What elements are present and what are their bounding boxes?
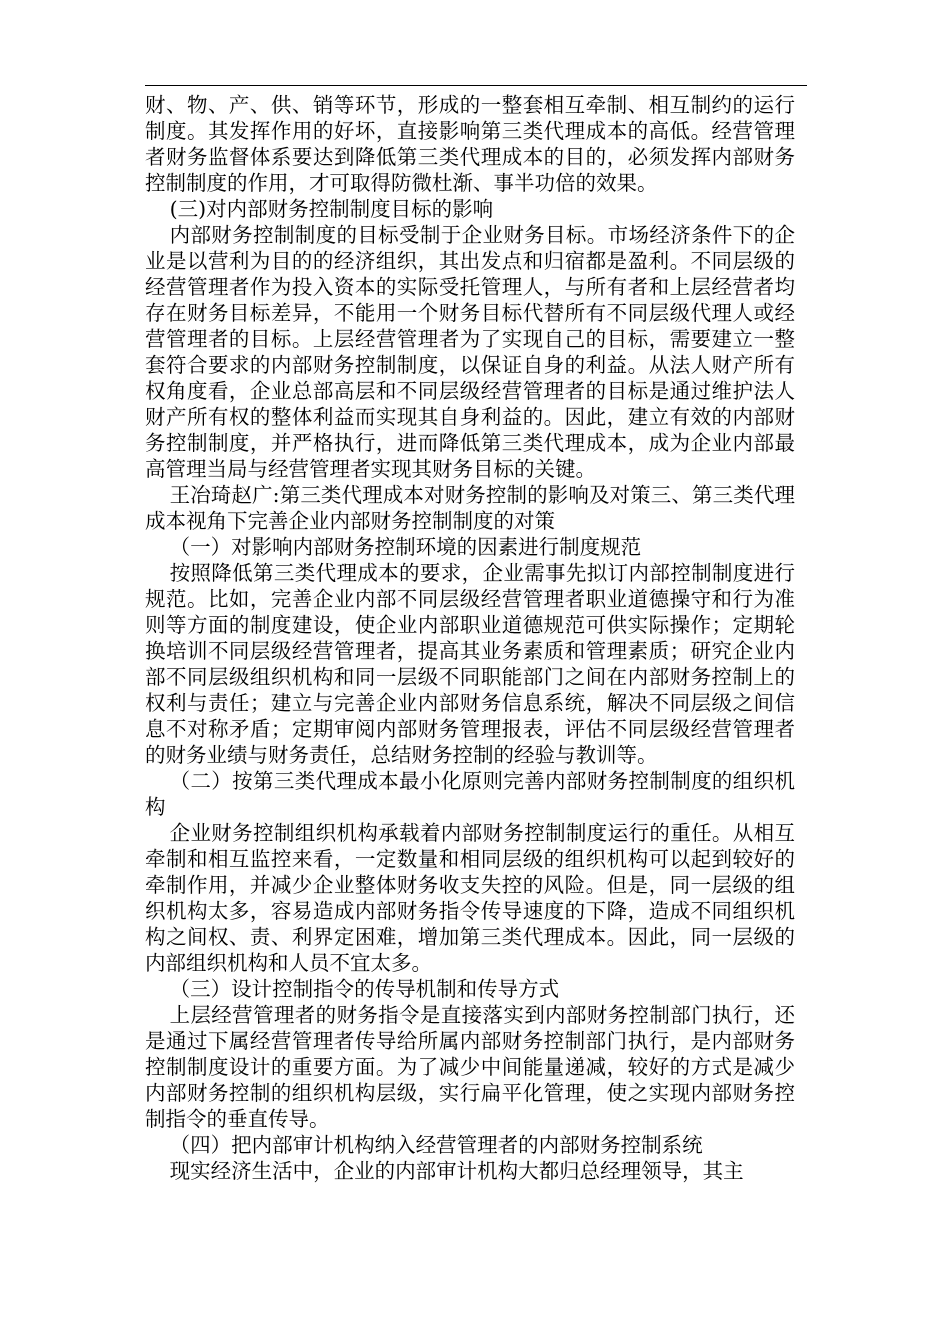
paragraph-body: 上层经营管理者的财务指令是直接落实到内部财务控制部门执行，还是通过下属经营管理者传导给所属内部财务控制部门执行，是内部财务控制制度设计的重要方面。为了减少中间能量递减，较好的方式是减少内部财务控制的组织机构层级，实行扁平化管理，使之实现内部财务控制指令的垂直传导。	[145, 1003, 795, 1131]
document-body	[145, 92, 795, 1184]
subsection-heading-4: （四）把内部审计机构纳入经营管理者的内部财务控制系统	[169, 1133, 703, 1157]
paragraph-body: 内部财务控制制度的目标受制于企业财务目标。市场经济条件下的企业是以营利为目的的经济组织，其出发点和归宿都是盈利。不同层级的经营管理者作为投入资本的实际受托管理人，与所有者和上层经营者均存在财务目标差异，不能用一个财务目标代替所有不同层级代理人或经营管理者的目标。上层经营管理者为了实现自己的目标，需要建立一整套符合要求的内部财务控制制度，以保证自身的利益。从法人财产所有权角度看，企业总部高层和不同层级经营管理者的目标是通过维护法人财产所有权的整体利益而实现其自身利益的。因此，建立有效的内部财务控制制度，并严格执行，进而降低第三类代理成本，成为企业内部最高管理当局与经营管理者实现其财务目标的关键。	[145, 223, 795, 481]
paragraph-continuation: 财、物、产、供、销等环节，形成的一整套相互牵制、相互制约的运行制度。其发挥作用的好坏，直接影响第三类代理成本的高低。经营管理者财务监督体系要达到降低第三类代理成本的目的，必须发挥内部财务控制制度的作用，才可取得防微杜渐、事半功倍的效果。	[145, 93, 795, 195]
header-rule	[145, 85, 807, 86]
subsection-heading-3: （三）设计控制指令的传导机制和传导方式	[169, 977, 560, 1001]
section-heading-3: (三)对内部财务控制制度目标的影响	[169, 197, 494, 221]
paragraph-body: 按照降低第三类代理成本的要求，企业需事先拟订内部控制制度进行规范。比如，完善企业内部不同层级经营管理者职业道德操守和行为准则等方面的制度建设，使企业内部职业道德规范可供实际操作；定期轮换培训不同层级经营管理者，提高其业务素质和管理素质；研究企业内部不同层级组织机构和同一层级不同职能部门之间在内部财务控制上的权利与责任；建立与完善企业内部财务信息系统，解决不同层级之间信息不对称矛盾；定期审阅内部财务管理报表，评估不同层级经营管理者的财务业绩与财务责任，总结财务控制的经验与教训等。	[145, 561, 795, 767]
subsection-heading-1: （一）对影响内部财务控制环境的因素进行制度规范	[169, 535, 642, 559]
subsection-heading-2: （二）按第三类代理成本最小化原则完善内部财务控制制度的组织机构	[145, 769, 795, 819]
paragraph-running-header: 王冶琦赵广:第三类代理成本对财务控制的影响及对策三、第三类代理成本视角下完善企业内部财务控制制度的对策	[145, 483, 795, 533]
paragraph-body: 企业财务控制组织机构承载着内部财务控制制度运行的重任。从相互牵制和相互监控来看，一定数量和相同层级的组织机构可以起到较好的牵制作用，并减少企业整体财务收支失控的风险。但是，同一层级的组织机构太多，容易造成内部财务指令传导速度的下降，造成不同组织机构之间权、责、利界定困难，增加第三类代理成本。因此，同一层级的内部组织机构和人员不宜太多。	[145, 821, 795, 975]
paragraph-body: 现实经济生活中，企业的内部审计机构大都归总经理领导，其主	[169, 1159, 744, 1183]
